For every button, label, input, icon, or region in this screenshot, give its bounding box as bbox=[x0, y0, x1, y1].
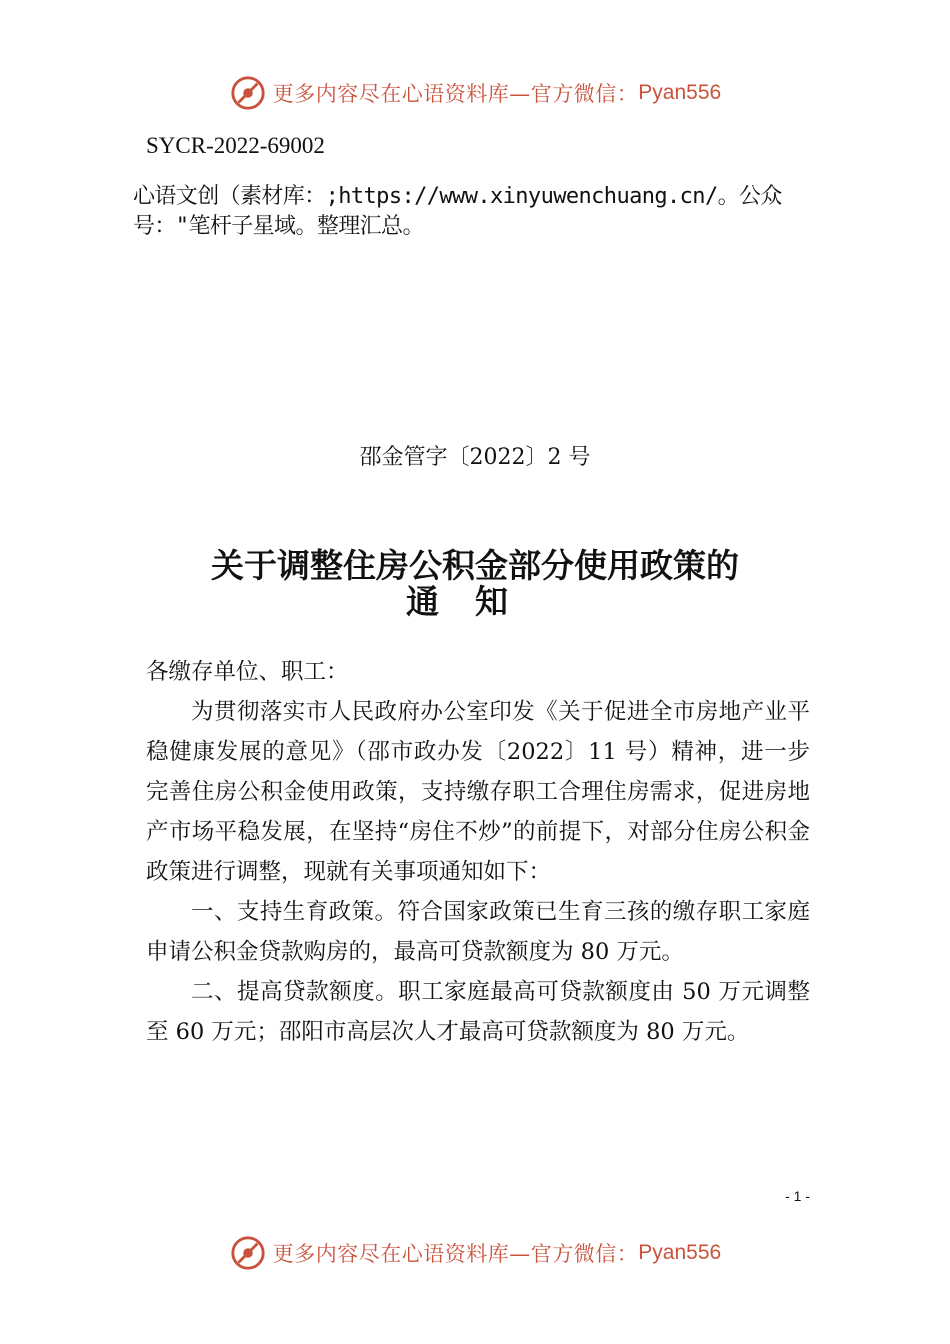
banner-text: 更多内容尽在心语资料库—官方微信： bbox=[272, 82, 639, 106]
title-line-2: 通知 bbox=[406, 582, 544, 621]
page-number: - 1 - bbox=[785, 1188, 810, 1204]
paragraph-item-2: 二、提高贷款额度。职工家庭最高可贷款额度由 50 万元调整至 60 万元；邵阳市高层次人才最高可贷款额度为 80 万元。 bbox=[146, 979, 810, 1045]
document-code: SYCR-2022-69002 bbox=[146, 133, 325, 158]
page-title bbox=[0, 548, 950, 620]
paragraph-intro: 为贯彻落实市人民政府办公室印发《关于促进全市房地产业平稳健康发展的意见》（邵市政办发〔2022〕11 号）精神，进一步完善住房公积金使用政策，支持缴存职工合理住房需求，促进房地产市场平稳发展，在坚持“房住不炒”的前提下，对部分住房公积金政策进行调整，现就有关事项通知如下： bbox=[146, 699, 810, 885]
salutation: 各缴存单位、职工： bbox=[146, 659, 349, 685]
logo-icon bbox=[229, 1234, 267, 1272]
paragraph-item-1: 一、支持生育政策。符合国家政策已生育三孩的缴存职工家庭申请公积金贷款购房的，最高可贷款额度为 80 万元。 bbox=[146, 899, 810, 965]
banner-wechat-id: Pyan556 bbox=[638, 1241, 722, 1264]
document-number: 邵金管字〔2022〕2 号 bbox=[359, 445, 591, 470]
source-note: 心语文创（素材库：;https://www.xinyuwenchuang.cn/。公众号："笔杆子星域。整理汇总。 bbox=[133, 184, 782, 239]
banner-text: 更多内容尽在心语资料库—官方微信： bbox=[272, 1242, 639, 1266]
footer-banner bbox=[0, 1231, 950, 1275]
document-body bbox=[146, 652, 810, 1052]
banner-wechat-id: Pyan556 bbox=[638, 81, 722, 104]
logo-icon bbox=[229, 74, 267, 112]
title-line-1: 关于调整住房公积金部分使用政策的 bbox=[211, 546, 739, 585]
header-banner bbox=[0, 71, 950, 115]
